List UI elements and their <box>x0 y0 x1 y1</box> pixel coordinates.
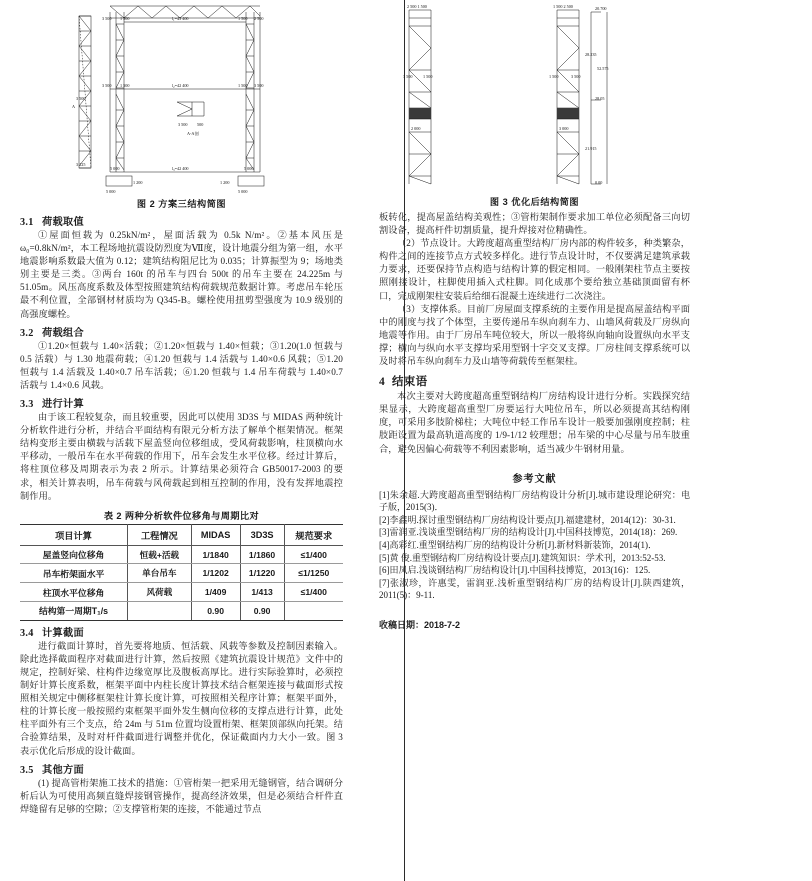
table-col-header-item: 项目计算 <box>20 524 128 545</box>
fig2-dim-span-bottom: l₃=42 400 <box>171 166 189 171</box>
section-heading-4-conclusion <box>379 373 690 389</box>
table-cell-condition <box>128 602 192 621</box>
fig3-level-3: 52.575 <box>596 66 609 71</box>
fig3-dim-left-mid-b: 1 500 <box>422 74 432 79</box>
fig2-dim-span-top: l₁=43 400 <box>171 16 189 21</box>
table-col-header-3d3s: 3D3S <box>240 524 284 545</box>
table-col-header-spec: 规范要求 <box>284 524 343 545</box>
paragraph-3-1: ①屋面恒载为 0.25kN/m²，屋面活载为 0.5k N/m²。②基本风压是 ω₀=0.8kN/m²，本工程场地抗震设防烈度为Ⅶ度，设计地震分组为第一组，水平地震影响系数最大值为 0.12；建筑结构阻尼比为 0.035；计算振型为 9；场地类别主要是三类。③两台 160t 的吊车与四台 500t 的吊车主要在 24.225m 与 51.05m。风压高度系数及体型按照建筑结构荷载规范数据计算。考虑吊车轮压最不利位置，全部钢材材质均为 Q345-B。螺栓使用扭剪型强度为 10.9 级别的高强度螺栓。 <box>20 230 343 319</box>
table-cell-spec: ≤1/1250 <box>284 564 343 583</box>
fig2-dim-base-right: 5 000 <box>243 166 253 171</box>
table-2-caption: 表 2 两种分析软件位移角与周期比对 <box>103 510 260 521</box>
table-cell-midas: 0.90 <box>191 602 240 621</box>
table-cell-3d3s: 0.90 <box>240 602 284 621</box>
reference-item: [6]田凤启.浅谈钢结构厂房结构设计[J].中国科技博览，2013(16)：125. <box>379 565 651 576</box>
table-cell-3d3s: 1/1220 <box>240 564 284 583</box>
section-number: 4 <box>379 376 386 389</box>
table-cell-spec: ≤1/400 <box>284 545 343 564</box>
section-number: 3.4 <box>20 627 34 639</box>
section-title: 荷载组合 <box>42 327 84 339</box>
reference-item: [2]李鑫明.探讨重型钢结构厂房结构设计要点[J].福建建材，2014(12)：30-31. <box>379 514 676 525</box>
table-col-header-condition: 工程情况 <box>128 524 192 545</box>
section-number: 3.2 <box>20 327 34 339</box>
table-row <box>20 564 343 583</box>
fig2-dim-left-mid-b: 1 500 <box>119 83 129 88</box>
section-heading-3-5 <box>20 761 343 776</box>
section-number: 3.3 <box>20 399 34 411</box>
table-cell-midas: 1/409 <box>191 583 240 602</box>
right-column <box>355 4 690 877</box>
table-cell-midas: 1/1840 <box>191 545 240 564</box>
table-cell-condition: 风荷载 <box>128 583 192 602</box>
fig3-level-0: 0.00 <box>594 180 602 185</box>
figure-3-caption: 图 3 优化后结构简图 <box>489 197 580 207</box>
table-cell-item: 屋盖竖向位移角 <box>20 545 128 564</box>
section-number: 3.1 <box>20 217 34 228</box>
fig2-dim-left-mid-a: 3 500 <box>101 83 111 88</box>
fig3-dim-right-sec: 3 000 <box>558 126 568 131</box>
fig2-dim-side-bottom: 3 125 <box>75 162 85 167</box>
table-cell-midas: 1/1202 <box>191 564 240 583</box>
table-cell-item: 柱顶水平位移角 <box>20 583 128 602</box>
fig2-dim-side-top: 3 500 <box>75 96 85 101</box>
section-title: 结束语 <box>392 376 428 389</box>
table-cell-3d3s: 1/413 <box>240 583 284 602</box>
fig3-dim-right-mid-a: 1 500 <box>548 74 558 79</box>
reference-item: [7]张淑珍，许惠雯，雷润亚.浅析重型钢结构厂房的结构设计[J].陕西建筑，2011(5)：9-11. <box>379 577 690 601</box>
fig2-dim-plinth-left: 1 200 <box>132 180 142 185</box>
fig2-detail-dim-a: 3 500 <box>177 122 187 127</box>
paragraph-3-2: ①1.20×恒载与 1.40×活载；②1.20×恒载与 1.40×恒载；③1.20(1.0 恒载与 0.5 活载）与 1.30 地震荷载；④1.20 恒载与 1.4 活载与 1.40×0.6 风载；⑤1.20 恒载与 1.4 活载及 1.40×0.7 吊车活载；⑥1.20 恒载与 1.4 吊车荷载与 1.40×0.7 活载与 1.4×0.6 风载。 <box>20 340 343 390</box>
section-title: 其他方面 <box>42 764 84 776</box>
table-row <box>20 602 343 621</box>
table-cell-spec <box>284 602 343 621</box>
received-date: 收稿日期：2018-7-2 <box>379 619 461 630</box>
section-heading-3-1 <box>20 213 343 228</box>
fig2-mark-a: A <box>71 104 75 109</box>
references-heading: 参考文献 <box>512 473 557 485</box>
paragraph-right-2-node-design: （2）节点设计。大跨度超高重型结构厂房内部的构件较多，种类繁杂，构件之间的连接节点方式较多样化。进行节点设计时，不仅要满足建筑承载力要求，还要保持节点构造与结构计算的假定相同。一般刚架柱节点主要按照刚接设计，柱脚使用插入式柱脚。同化成那个要给独立基础顶面留有杯口，完成刚架柱安装后给细石混凝土连续进行二次浇注。 <box>379 238 690 301</box>
fig2-dim-left-top-b: 1 500 <box>119 16 129 21</box>
table-cell-item: 吊车桁架面水平 <box>20 564 128 583</box>
table-header-row <box>20 524 343 545</box>
fig2-dim-right-top-a: 1 500 <box>237 16 247 21</box>
reference-item: [3]雷润亚.浅谈重型钢结构厂房的结构设计[J].中国科技博览，2014(18)：269. <box>379 527 678 538</box>
table-cell-condition: 单台吊车 <box>128 564 192 583</box>
fig3-dim-left-top: 2 500 1 500 <box>406 4 427 9</box>
table-displacement-period-comparison <box>20 524 343 621</box>
section-title: 计算截面 <box>42 627 84 639</box>
section-heading-3-2 <box>20 324 343 339</box>
fig3-level-5: 21.915 <box>584 146 597 151</box>
figure-3-optimized-scheme <box>379 4 690 192</box>
section-title: 荷载取值 <box>42 217 84 228</box>
table-row <box>20 545 343 564</box>
fig3-left-bracket <box>409 108 431 119</box>
fig3-dim-left-sec: 2 000 <box>410 126 420 131</box>
figure-2-caption: 图 2 方案三结构简图 <box>136 199 227 209</box>
fig2-dim-right-mid-a: 1 500 <box>237 83 247 88</box>
fig2-dim-base-left: 5 000 <box>109 166 119 171</box>
paragraph-right-1: 板转化，提高屋盖结构美观性；③管桁架制作要求加工单位必须配备三向切割设备，提高杆件切割质量，提升焊接对位精确性。 <box>379 212 690 236</box>
paragraph-3-4: 进行截面计算时，首先要将地质、恒活载、风载等参数及控制因素输入。除此选择截面程序对截面进行计算，然后按照《建筑抗震设计规范》文件中的规定，控制好梁、柱构件边缘宽厚比及腹板高厚比。进行实际验算时，必须控制好计算长度系数，框架平面中内柱长度计算技术结合框架连接与截面形式按照相关规定中侧移框架柱计算长度计算，可按照相关程序计算；框架平面外，柱的计算长度一般按照约束框架平面外发生侧向位移的支撑点进行计算，此处柱平面外有三个支点，给 24m 与 51m 位置均设置桁架、框架顶部纵向托架。结合验算结果，及时对杆件截面进行调整并优化，保证截面内力大小一致。图 3 表示优化后形成的设计截面。 <box>20 640 343 756</box>
paragraph-right-3-bracing-system: （3）支撑体系。目前厂房屋面支撑系统的主要作用是提高屋盖结构平面中的刚度与找了个体型，主要传递吊车纵向刹车力、山墙风荷载及厂房纵向地震等作用。由于厂房吊车吨位较大，所以一般将纵向轴向设置纵向水平支撑；横向与纵向水平支撑均采用型钢十字交叉支撑。厂房柱间支撑系统可以及时将吊车纵向刹车力及山墙等荷载传至框架柱。 <box>379 303 690 367</box>
paragraph-3-5: (1) 提高管桁架施工技术的措施：①管桁架一把采用无缝钢管，结合调研分析后认为可使用高频直缝焊接钢管操作，提高经济效果，但是必须结合杆件直焊缝留有足够的空隙；②支撑管桁架的连接，不能通过节点 <box>20 777 343 814</box>
table-col-header-midas: MIDAS <box>191 524 240 545</box>
section-title: 进行计算 <box>42 399 84 411</box>
section-heading-3-4 <box>20 624 343 639</box>
section-heading-3-3 <box>20 395 343 410</box>
fig2-detail-dim-b: 500 <box>196 122 203 127</box>
left-column <box>20 4 355 877</box>
fig2-dim-left-top-a: 3 500 <box>101 16 111 21</box>
table-cell-item: 结构第一周期T₁/s <box>20 602 128 621</box>
reference-item: [4]高彩红.重型钢结构厂房的结构设计分析[J].新材料新装饰，2014(1)． <box>379 539 657 550</box>
section-number: 3.5 <box>20 764 34 776</box>
fig2-dim-plinth-right: 1 200 <box>219 180 229 185</box>
table-row <box>20 583 343 602</box>
fig2-detail-label: A-A剖 <box>186 131 199 136</box>
fig3-level-top: 20.700 <box>594 6 607 11</box>
table-cell-condition: 恒载+活载 <box>128 545 192 564</box>
table-cell-spec: ≤1/400 <box>284 583 343 602</box>
reference-item: [1]朱余超.大跨度超高重型钢结构厂房结构设计分析[J].城市建设理论研究：电子版，2015(3)． <box>379 489 690 513</box>
fig2-dim-right-mid-b: 3 500 <box>253 83 263 88</box>
fig2-dim-foot-right: 5 000 <box>237 189 247 194</box>
figure-2-structural-scheme <box>20 4 343 194</box>
fig3-right-bracket <box>557 108 579 119</box>
fig3-dim-right-top: 1 500 2 500 <box>552 4 573 9</box>
fig3-level-4: 28.05 <box>594 96 604 101</box>
fig3-dim-right-mid-b: 3 500 <box>570 74 580 79</box>
fig2-dim-right-top-b: 2 500 <box>253 16 263 21</box>
reference-item: [5]黄 俊.重型钢结构厂房结构设计要点[J].建筑知识：学术刊，2013:52-53. <box>379 552 666 563</box>
fig3-dim-left-mid-a: 3 500 <box>402 74 412 79</box>
paragraph-conclusion: 本次主要对大跨度超高重型钢结构厂房结构设计进行分析。实践探究结果显示，大跨度超高重型厂房要运行大吨位吊车，所以必须提高其结构刚度，可采用多肢阶梯柱；大吨位中轻工作吊车设计一般要加强刚度控制；柱肢距设置为最高轨道高度的 1/9-1/12 较理想；吊车梁的中心尽量与吊车肢重合，避免因偏心荷载等不利因素影响，适当减少牛钢材用量。 <box>379 391 690 454</box>
fig3-level-2: 28.235 <box>584 52 597 57</box>
paragraph-3-3: 由于该工程较复杂，而且较重要，因此可以使用 3D3S 与 MIDAS 两种统计分析软件进行分析，并结合平面结构有限元分析方法了解单个框架情况。框架结构变形主要由横载与活载下屋盖竖向位移组成，受风荷载影响，柱顶横向水平移动，一般吊车在水平荷载的作用下，吊车会发生水平位移。经过计算后，将柱顶位移及周期表示为表 2 所示。计算结果必须符合 GB50017-2003 的要求，相关计算表明，吊车荷载与风荷载起到相互控制的作用，没有发挥地震控制作用。 <box>20 412 343 501</box>
table-cell-3d3s: 1/1860 <box>240 545 284 564</box>
fig2-dim-span-mid: l₂=42 400 <box>171 83 189 88</box>
fig2-dim-foot-left: 5 000 <box>105 189 115 194</box>
